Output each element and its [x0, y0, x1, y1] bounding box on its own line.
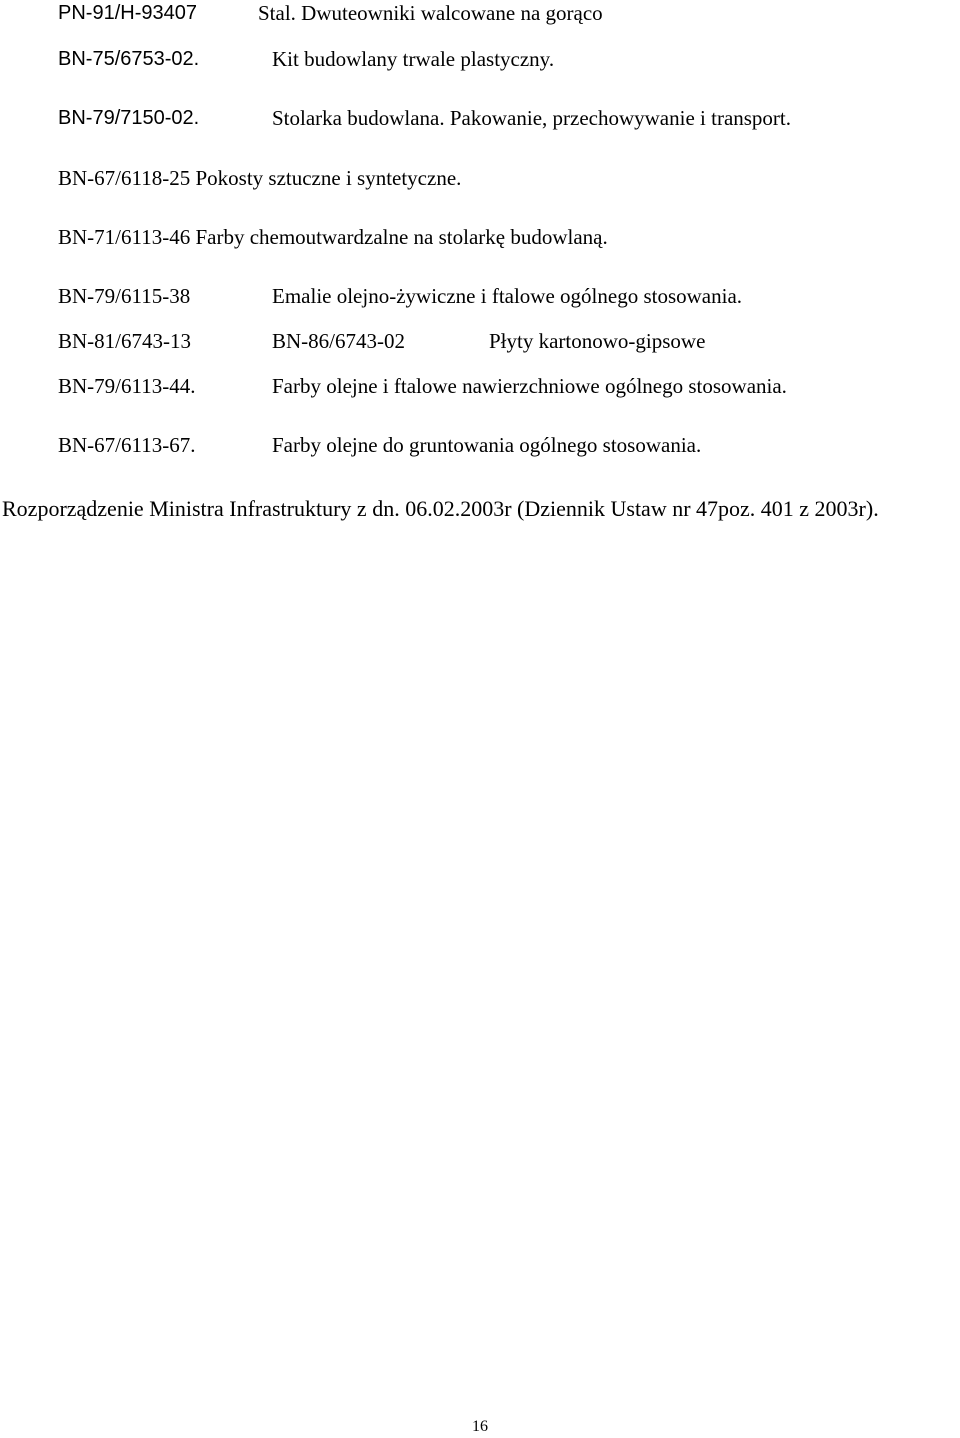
standard-code-secondary: BN-86/6743-02	[272, 329, 405, 353]
standard-description: Stolarka budowlana. Pakowanie, przechowywanie i transport.	[272, 106, 792, 130]
standard-description: Emalie olejno-żywiczne i ftalowe ogólnego stosowania.	[272, 284, 743, 308]
standard-description: Farby olejne do gruntowania ogólnego stosowania.	[272, 433, 702, 457]
standard-description: Farby olejne i ftalowe nawierzchniowe ogólnego stosowania.	[272, 374, 787, 398]
standard-description: Płyty kartonowo-gipsowe	[489, 329, 706, 353]
standard-code: BN-79/6115-38	[58, 284, 191, 308]
standard-code: BN-79/6113-44.	[58, 374, 196, 398]
standard-code: BN-75/6753-02.	[58, 48, 200, 70]
standard-description: Kit budowlany trwale plastyczny.	[272, 47, 555, 71]
standard-description: Stal. Dwuteowniki walcowane na gorąco	[258, 1, 603, 25]
regulation-paragraph: Rozporządzenie Ministra Infrastruktury z dn. 06.02.2003r (Dziennik Ustaw nr 47poz. 401 z 2003r).	[2, 496, 879, 521]
standard-code: BN-67/6113-67.	[58, 433, 196, 457]
standard-code: PN-91/H-93407	[58, 2, 197, 24]
standard-code: BN-81/6743-13	[58, 329, 191, 353]
standard-code: BN-79/7150-02.	[58, 107, 200, 129]
standard-entry: BN-67/6118-25 Pokosty sztuczne i syntetyczne.	[58, 166, 462, 190]
page-number: 16	[472, 1418, 488, 1435]
standard-entry: BN-71/6113-46 Farby chemoutwardzalne na stolarkę budowlaną.	[58, 225, 608, 249]
